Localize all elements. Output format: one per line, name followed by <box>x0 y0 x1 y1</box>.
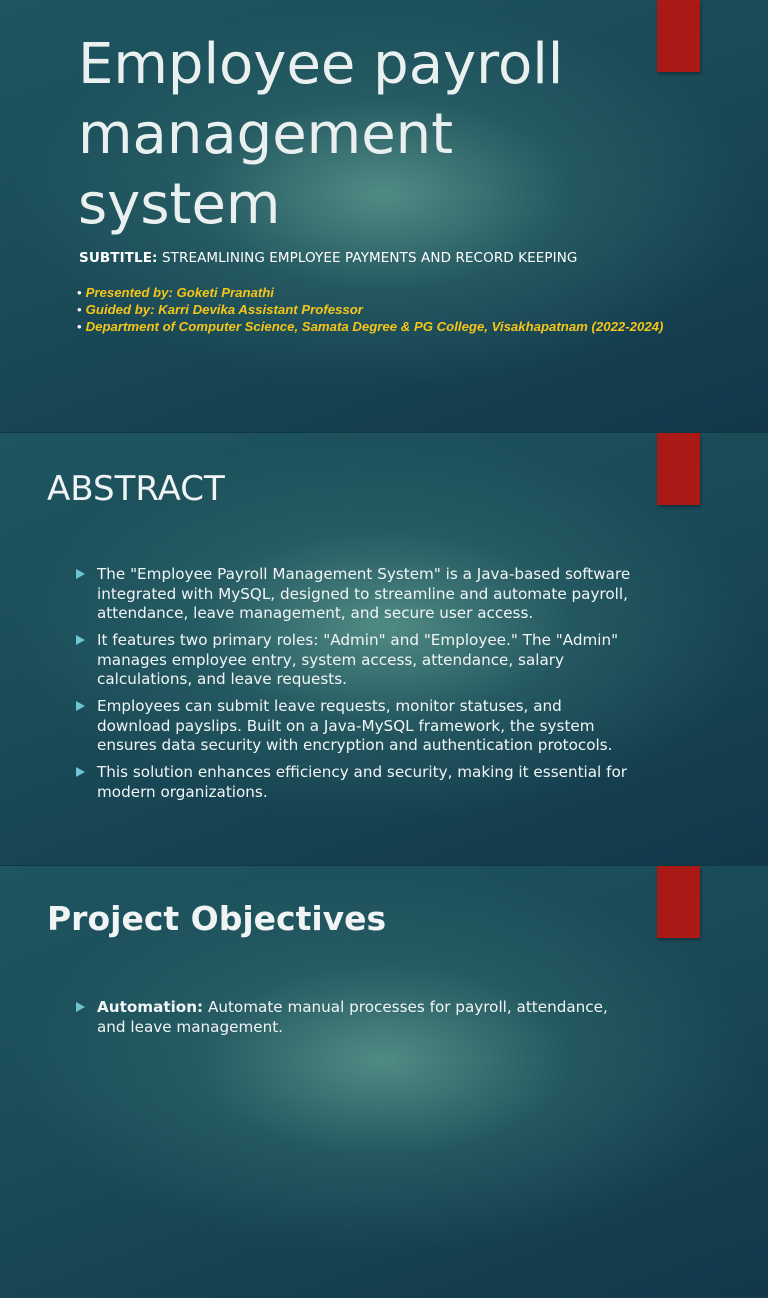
slide-title: ABSTRACT <box>47 469 225 509</box>
triangle-bullet-icon <box>76 569 85 579</box>
objectives-bullets <box>74 998 634 1045</box>
title-slide <box>0 0 768 432</box>
credits-list <box>77 284 663 335</box>
abstract-slide <box>0 433 768 865</box>
bullet-item <box>74 763 634 802</box>
credit-text: Presented by: Goketi Pranathi <box>85 285 274 300</box>
triangle-bullet-icon <box>76 1002 85 1012</box>
subtitle-label: SUBTITLE: <box>79 250 158 266</box>
subtitle-text: STREAMLINING EMPLOYEE PAYMENTS AND RECORD KEEPING <box>161 250 578 266</box>
credit-department <box>77 318 663 335</box>
accent-bar <box>657 433 700 505</box>
credit-presenter <box>77 284 663 301</box>
abstract-bullets <box>74 565 634 810</box>
bullet-text: Employees can submit leave requests, monitor statuses, and download payslips. Built on a Java-MySQL framework, the system ensures data security with encryption and authentication protocols. <box>97 697 613 754</box>
bullet-text: The "Employee Payroll Management System" is a Java-based software integrated with MySQL, designed to streamline and automate payroll, attendance, leave management, and secure user access. <box>97 565 631 622</box>
bullet-text: This solution enhances efficiency and security, making it essential for modern organizations. <box>97 763 627 801</box>
triangle-bullet-icon <box>76 635 85 645</box>
bullet-text: It features two primary roles: "Admin" and "Employee." The "Admin" manages employee entry, system access, attendance, salary calculations, and leave requests. <box>97 631 619 688</box>
presentation-title: Employee payroll management system <box>78 32 564 237</box>
credit-guide <box>77 301 663 318</box>
bullet-item <box>74 565 634 624</box>
bullet-item <box>74 631 634 690</box>
bullet-dot-icon: • <box>77 285 82 300</box>
subtitle <box>79 250 577 266</box>
triangle-bullet-icon <box>76 767 85 777</box>
accent-bar <box>657 0 700 72</box>
bullet-item <box>74 697 634 756</box>
credit-text: Department of Computer Science, Samata Degree & PG College, Visakhapatnam (2022-2024) <box>85 319 664 334</box>
credit-text: Guided by: Karri Devika Assistant Professor <box>85 302 363 317</box>
slide-title: Project Objectives <box>47 899 387 938</box>
bullet-label: Automation: <box>97 998 204 1016</box>
accent-bar <box>657 866 700 938</box>
bullet-item <box>74 998 634 1037</box>
bullet-text: Automate manual processes for payroll, attendance, and leave management. <box>97 998 608 1036</box>
bullet-dot-icon: • <box>77 302 82 317</box>
triangle-bullet-icon <box>76 701 85 711</box>
bullet-dot-icon: • <box>77 319 82 334</box>
objectives-slide <box>0 866 768 1298</box>
